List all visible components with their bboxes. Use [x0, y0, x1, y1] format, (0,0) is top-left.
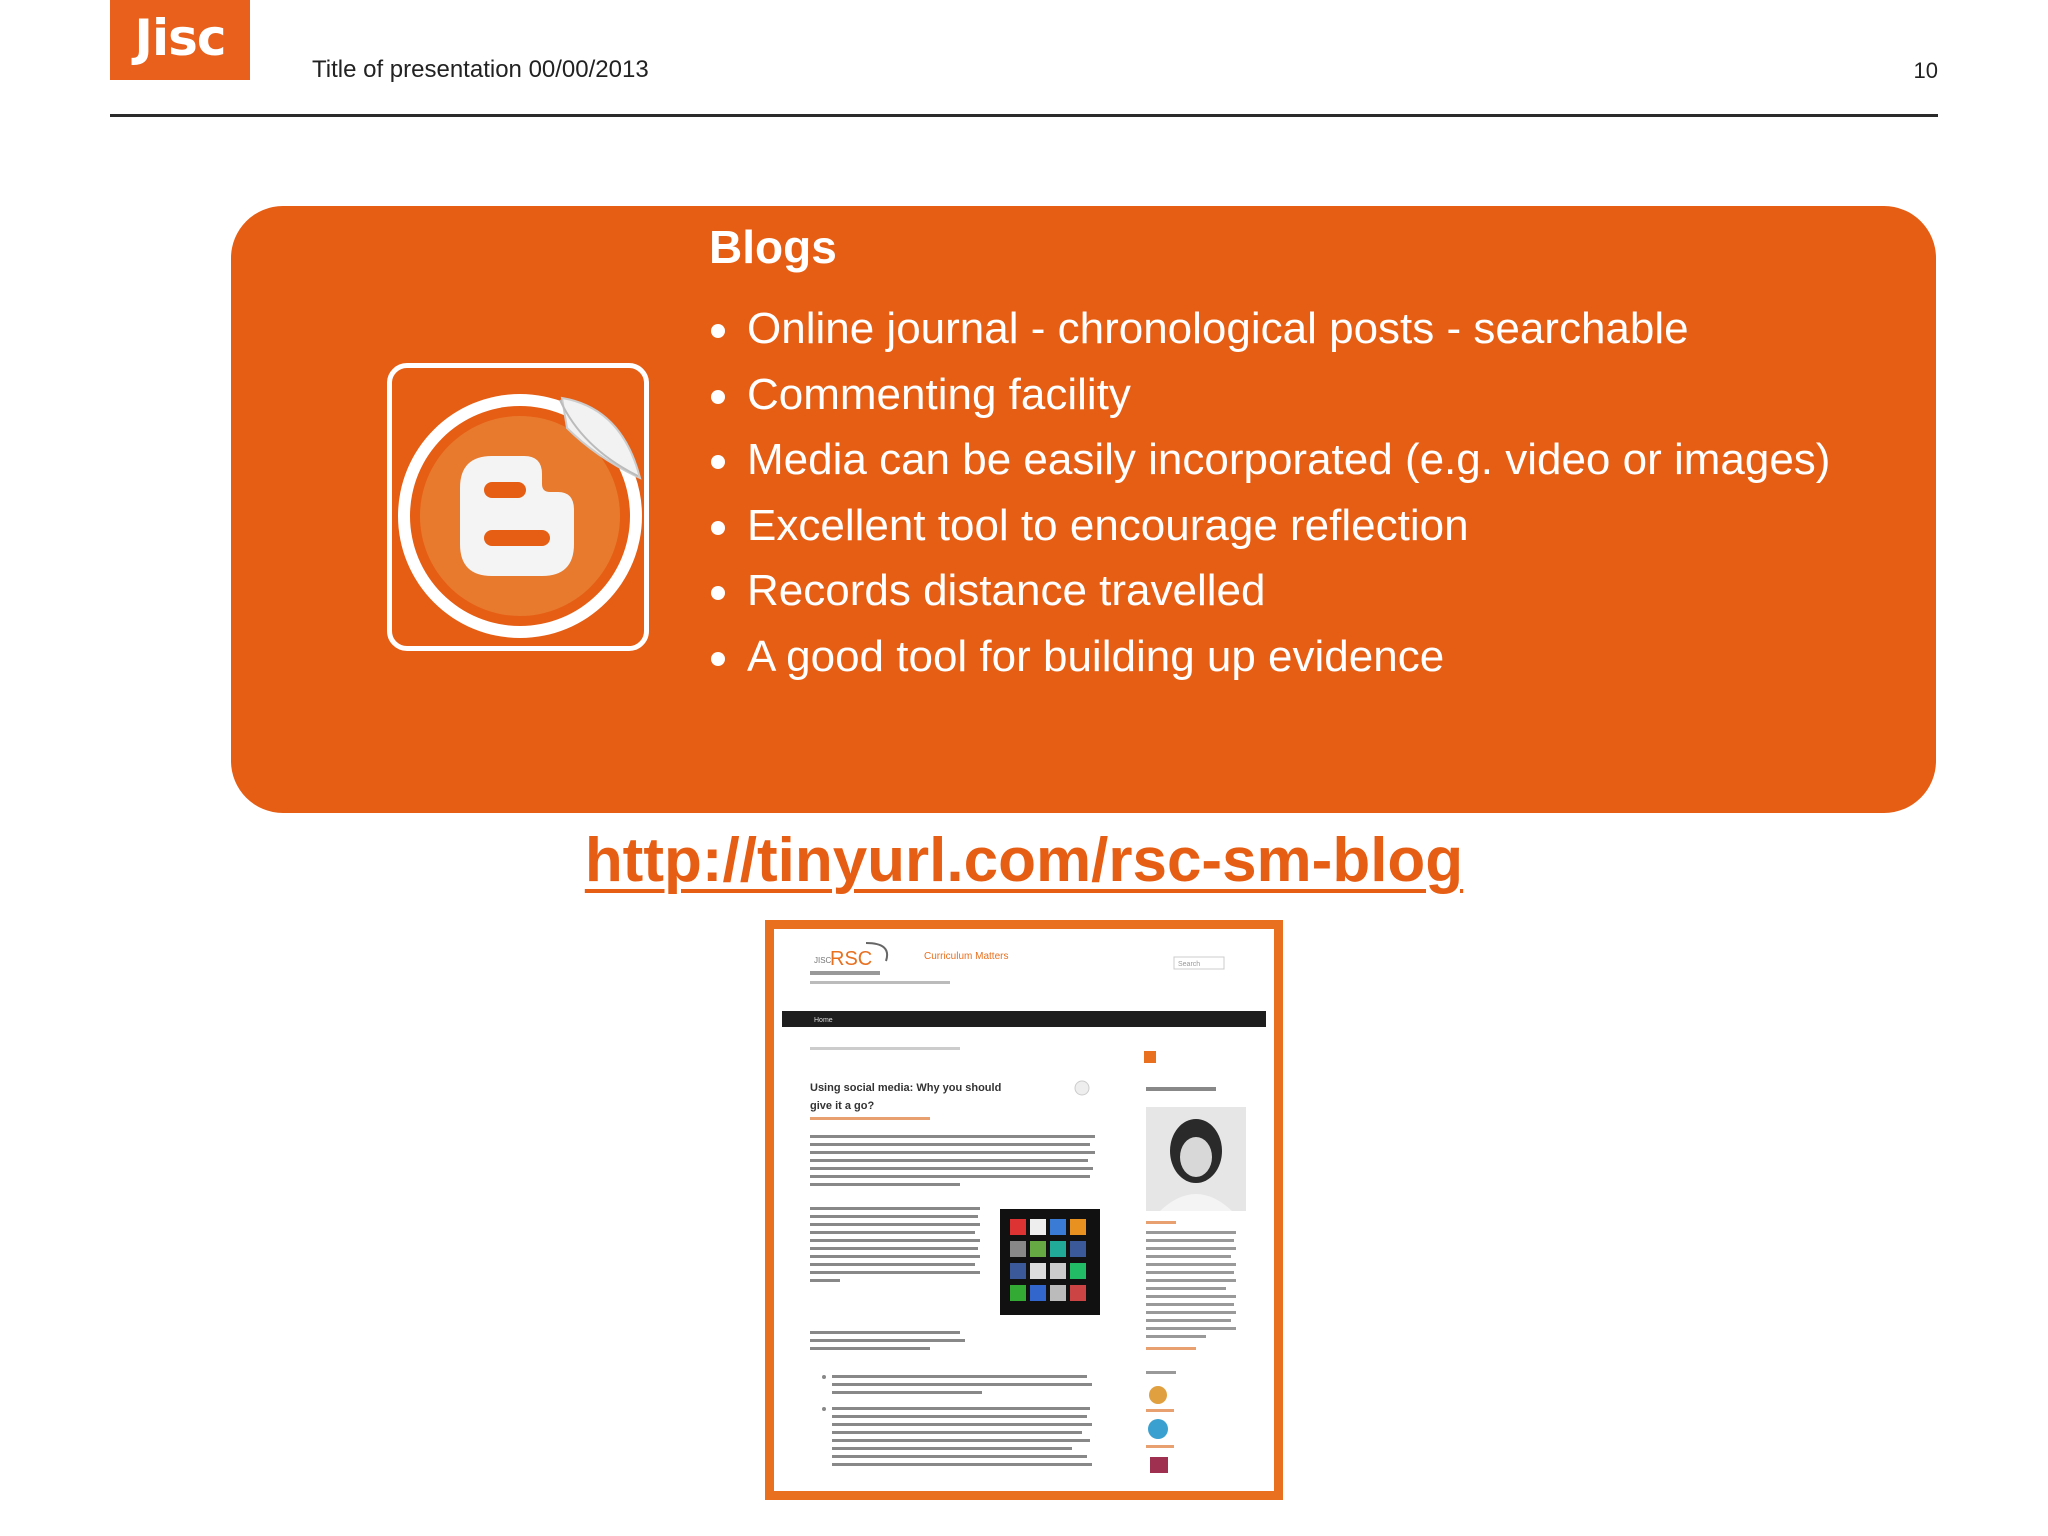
screenshot-post-title-2: give it a go?: [810, 1100, 875, 1112]
blogger-icon: [387, 363, 649, 651]
bullet-item: Records distance travelled: [709, 558, 1830, 624]
bullet-item: A good tool for building up evidence: [709, 624, 1830, 690]
blog-screenshot: [765, 920, 1283, 1500]
bullet-item: Online journal - chronological posts - searchable: [709, 296, 1830, 362]
bullet-item: Media can be easily incorporated (e.g. video or images): [709, 427, 1830, 493]
bullet-list: [709, 296, 1830, 689]
jisc-logo: [110, 0, 250, 80]
screenshot-nav: Home: [814, 1017, 833, 1024]
logo-text: Jisc: [134, 9, 226, 67]
screenshot-site-subtitle: Curriculum Matters: [924, 951, 1009, 962]
page-number: 10: [1913, 58, 1938, 83]
blogs-panel: [231, 206, 1936, 813]
screenshot-site-name: RSC: [830, 948, 873, 970]
bullet-item: Commenting facility: [709, 362, 1830, 428]
presentation-title: Title of presentation 00/00/2013: [312, 56, 649, 83]
header-divider: [110, 114, 1938, 117]
svg-text:JISC: JISC: [814, 956, 832, 965]
screenshot-post-title-1: Using social media: Why you should: [810, 1082, 1002, 1094]
bullet-item: Excellent tool to encourage reflection: [709, 493, 1830, 559]
panel-heading: Blogs: [709, 221, 837, 273]
screenshot-search: Search: [1178, 961, 1201, 968]
blog-link[interactable]: http://tinyurl.com/rsc-sm-blog: [584, 826, 1464, 895]
